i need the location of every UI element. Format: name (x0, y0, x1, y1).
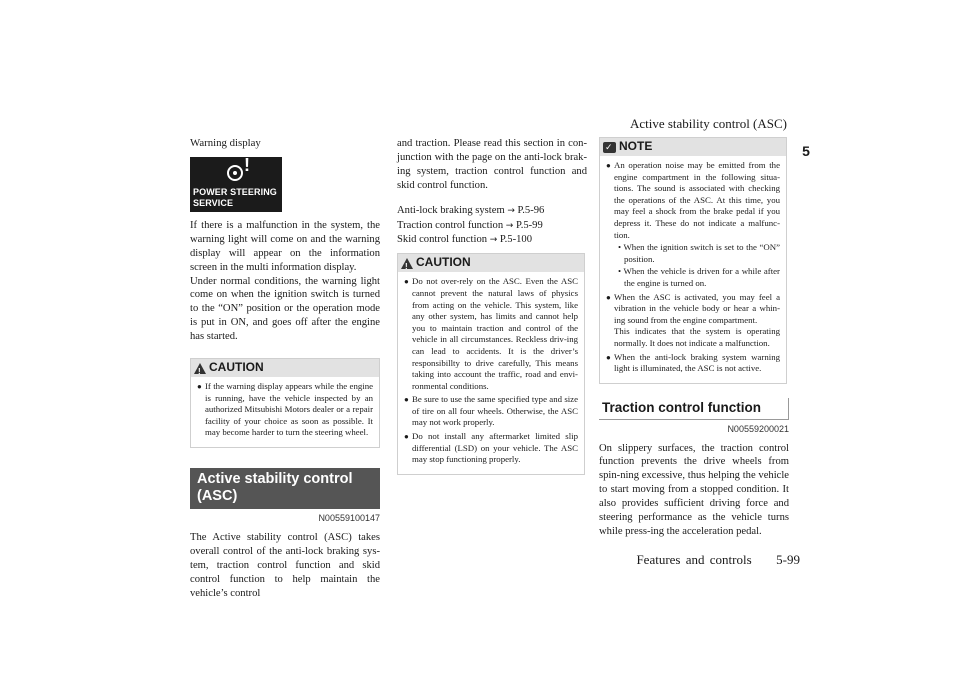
note-header (600, 138, 786, 156)
exclamation-icon: ! (244, 154, 250, 175)
paragraph: If there is a malfunction in the system, the warning light will come on and the warning display will appear on the information screen in the multi information display. (190, 219, 380, 273)
caution-title: CAUTION (209, 360, 264, 375)
paragraph: and traction. Please read this section in con-junction with the page on the anti-lock brak-ing system, traction control function and skid control function. (397, 138, 587, 191)
page-header-title: Active stability control (ASC) (629, 116, 787, 131)
column-left (190, 137, 380, 600)
chapter-tab-number: 5 (802, 143, 810, 159)
note-box (599, 137, 787, 384)
column-right (599, 137, 789, 539)
sub-item: • When the ignition switch is set to the “ON” position. (618, 242, 780, 264)
bullet-icon: ● (404, 432, 409, 442)
caution-header (398, 254, 584, 272)
warning-triangle-icon (194, 363, 206, 374)
bullet-icon: ● (606, 292, 611, 302)
warning-display-heading: Warning display (190, 137, 261, 149)
footer-page-number: 5-99 (776, 552, 800, 567)
note-title: NOTE (619, 139, 653, 154)
bullet-icon: ● (404, 395, 409, 405)
paragraph: Under normal conditions, the warning light come on when the ignition switch is turned to the “ON” position or the operation mode is put in ON, and goes off after the engine has started. (190, 275, 380, 343)
caution-box (190, 358, 380, 448)
section-reference-code: N00559100147 (318, 513, 380, 524)
paragraph: On slippery surfaces, the traction control function prevents the drive wheels from spin-ning excessive, thus helping the vehicle to start moving from a stopped condition. It also provides sufficient driving force and steering performance as the vehicle turns while press-ing the acceleration pedal. (599, 442, 789, 537)
caution-box (397, 253, 585, 475)
list-item: ● An operation noise may be emitted from the engine compartment in the following situa-tions. The sound is associated with checking the operations of the ASC. At this time, you may feel a shock from the brake pedal if you depress it. These do not indicate a malfunc-tion. • When the ignition switch is set to the “ON” position. • When the vehicle is driven for a while after the engine is turned on. (606, 160, 780, 288)
list-item: ● When the anti-lock braking system warning light is illuminated, the ASC is not active. (606, 351, 780, 374)
column-middle (397, 137, 587, 475)
bullet-icon: ● (197, 382, 202, 392)
list-item: ● When the ASC is activated, you may feel a vibration in the vehicle body or hear a whin-ing sound from the engine compartment. This indicates that the system is operating normally. It does not indicate a malfunction. (606, 291, 780, 348)
section-title-traction-control: Traction control function (599, 398, 789, 420)
caution-body (191, 377, 379, 447)
footer-section: Features and controls (636, 552, 752, 567)
page-link-skid-control[interactable]: Skid control function → P.5-100 (397, 234, 532, 246)
arrow-right-icon: → (489, 235, 498, 246)
section-reference-code: N00559200021 (727, 423, 789, 434)
power-steering-warning-image (190, 154, 282, 222)
section-title-line: (ASC) (197, 488, 238, 505)
section-title-asc (190, 468, 380, 509)
note-check-icon (603, 142, 616, 153)
caution-item: If the warning display appears while the engine is running, have the vehicle inspected by an authorized Mitsubishi Motors dealer or a repair facility of your choice as soon as possible. It may become harder to turn the steering wheel. (205, 381, 373, 438)
arrow-right-icon: → (505, 220, 514, 231)
page-link-traction-control[interactable]: Traction control function → P.5-99 (397, 219, 543, 231)
section-title-line: Active stability control (197, 471, 353, 488)
link-list (397, 204, 587, 249)
warning-triangle-icon (401, 258, 413, 269)
page-footer (636, 552, 800, 568)
list-item: ● Do not install any aftermarket limited slip differential (LSD) on your vehicle. The ASC may stop functioning properly. (404, 431, 578, 465)
bullet-icon: ● (404, 277, 409, 287)
note-body (600, 156, 786, 383)
caution-title: CAUTION (416, 255, 471, 270)
steering-wheel-icon (227, 165, 243, 181)
paragraph: The Active stability control (ASC) takes overall control of the anti-lock braking sys-tem, traction control function and skid control function to help maintain the vehicle’s control (190, 531, 380, 599)
list-item: ● Do not over-rely on the ASC. Even the ASC cannot prevent the natural laws of physics from acting on the vehicle. This system, like any other system, has limits and cannot help you to maintain traction and control of the vehicle in all circumstances. Reckless driv-ing can lead to accidents. It is the driver’s responsibillty to drive carefully, This means taking into account the traffic, road and envi-ronmental conditions. (404, 276, 578, 391)
list-item: ● Be sure to use the same specified type and size of tire on all four wheels. Otherwise, the ASC may not work properly. (404, 394, 578, 428)
arrow-right-icon: → (507, 205, 515, 216)
sub-item: • When the vehicle is driven for a while after the engine is turned on. (618, 266, 780, 288)
warning-image-line2: SERVICE REQUIRED (193, 197, 242, 222)
page-link-anti-lock-braking[interactable]: Anti-lock braking system → P.5-96 (397, 204, 545, 216)
caution-body (398, 272, 584, 474)
bullet-icon: ● (606, 161, 611, 170)
bullet-icon: ● (606, 352, 611, 362)
caution-header (191, 359, 379, 377)
warning-image-line1: POWER STEERING (193, 186, 277, 197)
list-item (197, 381, 373, 439)
